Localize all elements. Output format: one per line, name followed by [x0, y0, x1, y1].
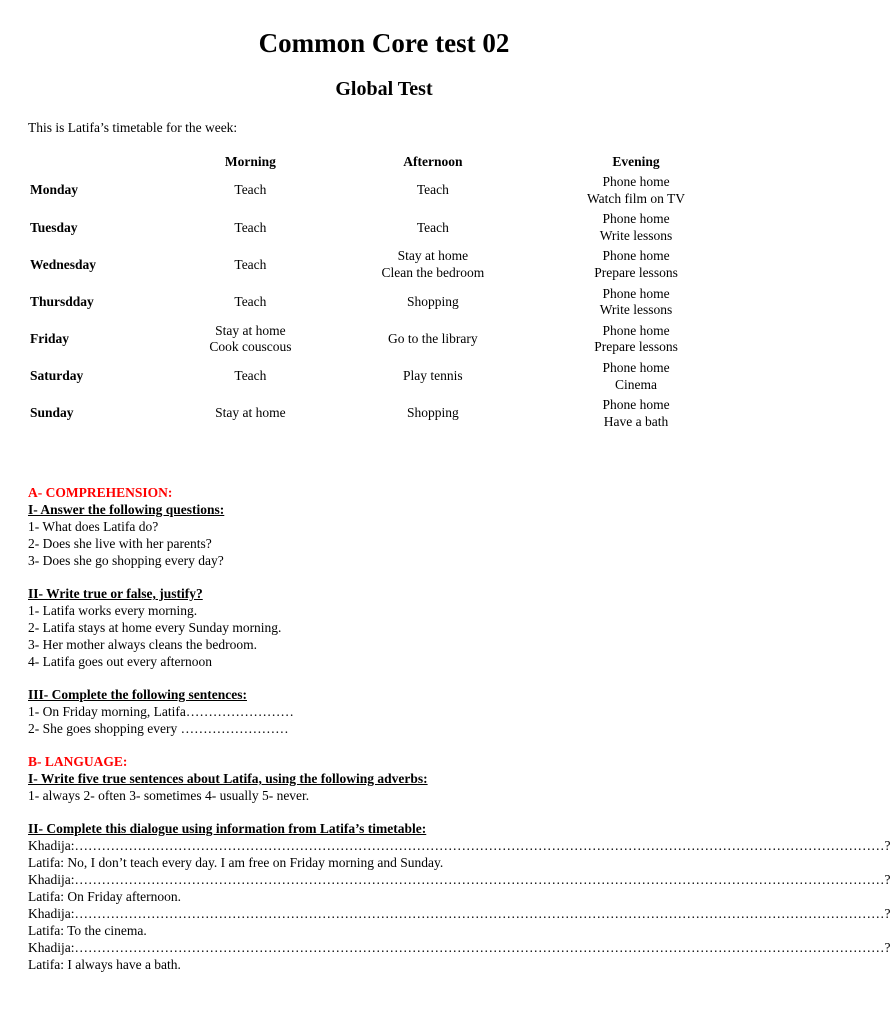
activity-text: Teach	[234, 293, 267, 309]
language-part1-heading: I- Write five true sentences about Latifa, using the following adverbs:	[28, 771, 428, 786]
day-cell: Monday	[30, 182, 79, 198]
morning-cell	[163, 284, 337, 321]
activity-text: Phone home	[602, 322, 670, 338]
comprehension-section	[28, 484, 728, 569]
activity-text: Watch film on TV	[587, 190, 686, 206]
activity-text: Have a bath	[603, 413, 669, 429]
khadija-label: Khadija:	[28, 838, 75, 853]
afternoon-cell	[338, 358, 528, 395]
khadija-label: Khadija:	[28, 872, 75, 887]
list-item: 1- always 2- often 3- sometimes 4- usually 5- never.	[28, 788, 310, 803]
page-subtitle: Global Test	[335, 78, 433, 100]
table-row	[24, 321, 744, 358]
activity-text: Shopping	[406, 405, 459, 421]
activity-text: Write lessons	[599, 227, 673, 243]
evening-cell	[528, 284, 744, 321]
afternoon-cell	[338, 246, 528, 283]
activity-text: Teach	[234, 256, 267, 272]
dialogue-answer: Latifa: To the cinema.	[28, 923, 147, 938]
activity-text: Teach	[234, 368, 267, 384]
day-cell: Friday	[30, 331, 69, 347]
header-morning: Morning	[224, 154, 276, 170]
question-mark: ?	[884, 906, 891, 921]
evening-cell	[528, 321, 744, 358]
activity-text: Go to the library	[388, 331, 478, 347]
activity-text: Stay at home	[215, 322, 286, 338]
activity-text: Phone home	[602, 360, 670, 376]
activity-text: Clean the bedroom	[381, 264, 485, 280]
morning-cell	[163, 395, 337, 432]
evening-cell	[528, 209, 744, 246]
activity-text: Teach	[416, 219, 449, 235]
list-item: 2- Does she live with her parents?	[28, 536, 212, 551]
afternoon-cell	[338, 172, 528, 209]
timetable-header-row	[24, 153, 744, 172]
morning-cell	[163, 358, 337, 395]
language-section	[28, 753, 728, 804]
question-mark: ?	[884, 838, 891, 853]
table-row	[24, 209, 744, 246]
question-mark: ?	[884, 940, 891, 955]
khadija-label: Khadija:	[28, 940, 75, 955]
timetable-corner	[24, 153, 163, 172]
activity-text: Phone home	[602, 174, 670, 190]
morning-cell	[163, 172, 337, 209]
list-item: 1- On Friday morning, Latifa……………………	[28, 704, 294, 719]
dots: ………………………………………………………………………………………………………………………………………………………………	[74, 906, 885, 921]
dialogue-blank-line[interactable]	[28, 905, 891, 922]
table-row	[24, 284, 744, 321]
list-item: 1- Latifa works every morning.	[28, 603, 198, 618]
activity-text: Play tennis	[403, 368, 463, 384]
day-cell: Saturday	[30, 368, 84, 384]
true-false-section	[28, 585, 728, 670]
part3-heading: III- Complete the following sentences:	[28, 687, 247, 702]
evening-cell	[528, 395, 744, 432]
day-cell: Tuesday	[30, 219, 78, 235]
language-part2-heading: II- Complete this dialogue using information from Latifa’s timetable:	[28, 821, 427, 836]
activity-text: Phone home	[602, 211, 670, 227]
list-item: 3- Does she go shopping every day?	[28, 553, 224, 568]
timetable-intro: This is Latifa’s timetable for the week:	[28, 120, 238, 135]
afternoon-cell	[338, 321, 528, 358]
complete-sentences-section	[28, 686, 728, 737]
afternoon-cell	[338, 284, 528, 321]
dialogue-answer: Latifa: No, I don’t teach every day. I am free on Friday morning and Sunday.	[28, 855, 444, 870]
activity-text: Teach	[234, 219, 267, 235]
dots: ………………………………………………………………………………………………………………………………………………………………	[74, 940, 885, 955]
part2-heading: II- Write true or false, justify?	[28, 586, 203, 601]
activity-text: Phone home	[602, 285, 670, 301]
activity-text: Phone home	[602, 248, 670, 264]
list-item: 2- Latifa stays at home every Sunday morning.	[28, 620, 282, 635]
dialogue-blank-line[interactable]	[28, 871, 891, 888]
activity-text: Teach	[234, 182, 267, 198]
activity-text: Write lessons	[599, 302, 673, 318]
dialogue-answer: Latifa: I always have a bath.	[28, 957, 181, 972]
page-title: Common Core test 02	[258, 28, 510, 58]
table-row	[24, 358, 744, 395]
day-cell: Thursdday	[30, 293, 94, 309]
table-row	[24, 172, 744, 209]
day-cell: Wednesday	[30, 256, 97, 272]
activity-text: Stay at home	[215, 405, 286, 421]
morning-cell	[163, 321, 337, 358]
header-afternoon: Afternoon	[403, 154, 463, 170]
table-row	[24, 246, 744, 283]
dots: ………………………………………………………………………………………………………………………………………………………………	[74, 872, 885, 887]
activity-text: Cinema	[615, 376, 658, 392]
activity-text: Stay at home	[397, 248, 469, 264]
timetable	[24, 153, 744, 432]
list-item: 4- Latifa goes out every afternoon	[28, 654, 213, 669]
dialogue-blank-line[interactable]	[28, 939, 891, 956]
evening-cell	[528, 358, 744, 395]
activity-text: Phone home	[602, 397, 670, 413]
table-row	[24, 395, 744, 432]
part1-heading: I- Answer the following questions:	[28, 502, 225, 517]
comprehension-heading: A- COMPREHENSION:	[28, 485, 173, 500]
dialogue-answer: Latifa: On Friday afternoon.	[28, 889, 181, 904]
list-item: 2- She goes shopping every ……………………	[28, 721, 289, 736]
afternoon-cell	[338, 209, 528, 246]
list-item: 1- What does Latifa do?	[28, 519, 159, 534]
morning-cell	[163, 209, 337, 246]
evening-cell	[528, 246, 744, 283]
dialogue-blank-line[interactable]	[28, 837, 891, 854]
activity-text: Teach	[416, 182, 449, 198]
evening-cell	[528, 172, 744, 209]
activity-text: Prepare lessons	[594, 339, 678, 355]
header-evening: Evening	[612, 154, 660, 170]
activity-text: Shopping	[406, 293, 459, 309]
khadija-label: Khadija:	[28, 906, 75, 921]
afternoon-cell	[338, 395, 528, 432]
timetable-body	[24, 172, 744, 432]
question-mark: ?	[884, 872, 891, 887]
morning-cell	[163, 246, 337, 283]
language-heading: B- LANGUAGE:	[28, 754, 128, 769]
dialogue-section	[28, 820, 891, 973]
activity-text: Cook couscous	[209, 339, 292, 355]
activity-text: Prepare lessons	[594, 264, 678, 280]
dots: ………………………………………………………………………………………………………………………………………………………………	[74, 838, 885, 853]
day-cell: Sunday	[30, 405, 74, 421]
list-item: 3- Her mother always cleans the bedroom.	[28, 637, 258, 652]
